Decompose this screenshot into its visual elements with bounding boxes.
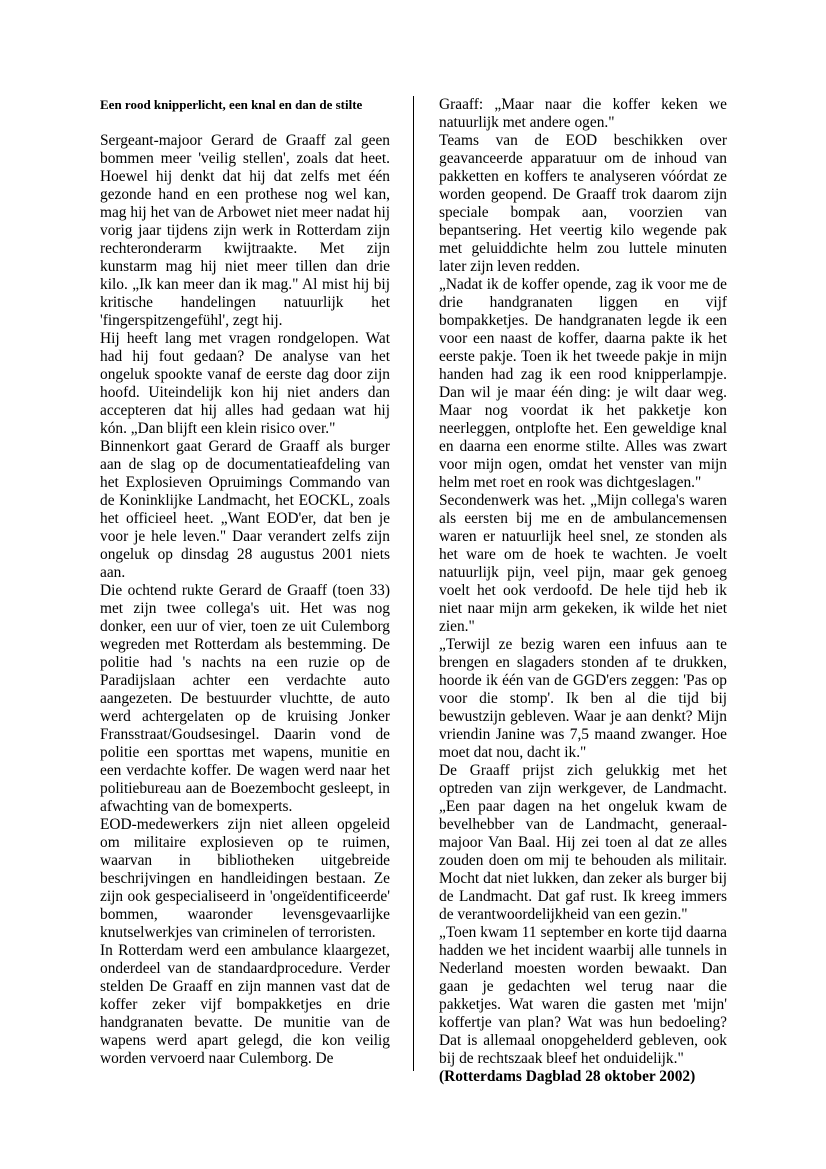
paragraph: Binnenkort gaat Gerard de Graaff als burger aan de slag op de documentatieafdeling van het Explosieven Opruimings Commando van de Koninklijke Landmacht, het EOCKL, zoals het officieel heet. „Want EOD'er, dat ben je voor je hele leven." Daar verandert zelfs zijn ongeluk op dinsdag 28 augustus 2001 niets aan. (100, 438, 390, 581)
paragraph: „Toen kwam 11 september en korte tijd daarna hadden we het incident waarbij alle tunnels in Nederland moesten worden bewaakt. Dan gaan je gedachten wel terug naar die pakketjes. Wat waren die gasten met 'mijn' koffertje van plan? Wat was hun bedoeling? Dat is allemaal onopgehelderd gebleven, ook bij de rechtszaak bleef het onduidelijk." (439, 924, 727, 1067)
paragraph: In Rotterdam werd een ambulance klaargezet, onderdeel van de standaardprocedure. Verder stelden De Graaff en zijn mannen vast dat de koffer zeker vijf bompakketjes en drie handgranaten bevatte. De munitie van de wapens werd apart gelegd, die kon veilig worden vervoerd naar Culemborg. De (100, 942, 390, 1067)
left-column (100, 96, 390, 1068)
paragraph: EOD-medewerkers zijn niet alleen opgeleid om militaire explosieven op te ruimen, waarvan in bibliotheken uitgebreide beschrijvingen en handleidingen bestaan. Ze zijn ook gespecialiseerd in 'ongeïdentificeerde' bommen, waaronder levensgevaarlijke knutselwerkjes van criminelen of terroristen. (100, 816, 390, 941)
source-citation: (Rotterdams Dagblad 28 oktober 2002) (439, 1068, 696, 1085)
paragraph: Teams van de EOD beschikken over geavanceerde apparatuur om de inhoud van pakketten en koffers te analyseren vóórdat ze worden geopend. De Graaff trok daarom zijn speciale bompak aan, voorzien van bepantsering. Het veertig kilo wegende pak met geluiddichte helm zou luttele minuten later zijn leven redden. (439, 132, 727, 275)
right-column (439, 96, 727, 1086)
paragraph: Hij heeft lang met vragen rondgelopen. Wat had hij fout gedaan? De analyse van het ongeluk spookte vanaf de eerste dag door zijn hoofd. Uiteindelijk kon hij niet anders dan accepteren dat hij alles had gedaan wat hij kón. „Dan blijft een klein risico over." (100, 330, 390, 437)
paragraph: „Terwijl ze bezig waren een infuus aan te brengen en slagaders stonden af te drukken, hoorde ik één van de GGD'ers zeggen: 'Pas op voor die stomp'. Ik ben al die tijd bij bewustzijn gebleven. Waar je aan denkt? Mijn vriendin Janine was 7,5 maand zwanger. Hoe moet dat nou, dacht ik." (439, 636, 727, 761)
article-title: Een rood knipperlicht, een knal en dan de stilte (100, 97, 363, 112)
paragraph: Die ochtend rukte Gerard de Graaff (toen 33) met zijn twee collega's uit. Het was nog donker, een uur of vier, toen ze uit Culemborg wegreden met Rotterdam als bestemming. De politie had 's nachts na een ruzie op de Paradijslaan achter een verdachte auto aangezeten. De bestuurder vluchtte, de auto werd achtergelaten op de kruising Jonker Fransstraat/Goudsesingel. Daarin vond de politie een sporttas met wapens, munitie en een verdachte koffer. De wagen werd naar het politiebureau aan de Boezembocht gesleept, in afwachting van de bomexperts. (100, 582, 390, 815)
paragraph: Graaff: „Maar naar die koffer keken we natuurlijk met andere ogen." (439, 96, 727, 131)
paragraph: De Graaff prijst zich gelukkig met het optreden van zijn werkgever, de Landmacht. „Een paar dagen na het ongeluk kwam de bevelhebber van de Landmacht, generaal-majoor Van Baal. Hij zei toen al dat ze alles zouden doen om mij te behouden als militair. Mocht dat niet lukken, dan zeker als burger bij de Landmacht. Dat gaf rust. Ik kreeg immers de verantwoordelijkheid van een gezin." (439, 762, 727, 923)
paragraph: Sergeant-majoor Gerard de Graaff zal geen bommen meer 'veilig stellen', zoals dat heet. Hoewel hij denkt dat hij dat zelfs met één gezonde hand en een prothese nog wel kan, mag hij het van de Arbowet niet meer nadat hij vorig jaar tijdens zijn werk in Rotterdam zijn rechteronderarm kwijtraakte. Met zijn kunstarm mag hij niet meer tillen dan drie kilo. „Ik kan meer dan ik mag." Al mist hij bij kritische handelingen natuurlijk het 'fingerspitzengefühl', zegt hij. (100, 132, 390, 329)
paragraph: „Nadat ik de koffer opende, zag ik voor me de drie handgranaten liggen en vijf bompakketjes. De handgranaten legde ik een voor een naast de koffer, daarna pakte ik het eerste pakje. Toen ik het tweede pakje in mijn handen had zag ik een rood knipperlampje. Dan wil je maar één ding: je wilt daar weg. Maar nog voordat ik het pakketje kon neerleggen, ontplofte het. Een geweldige knal en daarna een enorme stilte. Alles was zwart voor mijn ogen, omdat het venster van mijn helm met roet en rook was dichtgeslagen." (439, 276, 727, 491)
paragraph: Secondenwerk was het. „Mijn collega's waren als eersten bij me en de ambulancemensen waren er natuurlijk heel snel, ze stonden als het ware om de hoek te wachten. Je voelt natuurlijk pijn, veel pijn, maar gek genoeg voelt het ook verdoofd. De hele tijd heb ik niet naar mijn arm gekeken, ik wilde het niet zien." (439, 492, 727, 635)
column-divider (413, 96, 414, 1071)
